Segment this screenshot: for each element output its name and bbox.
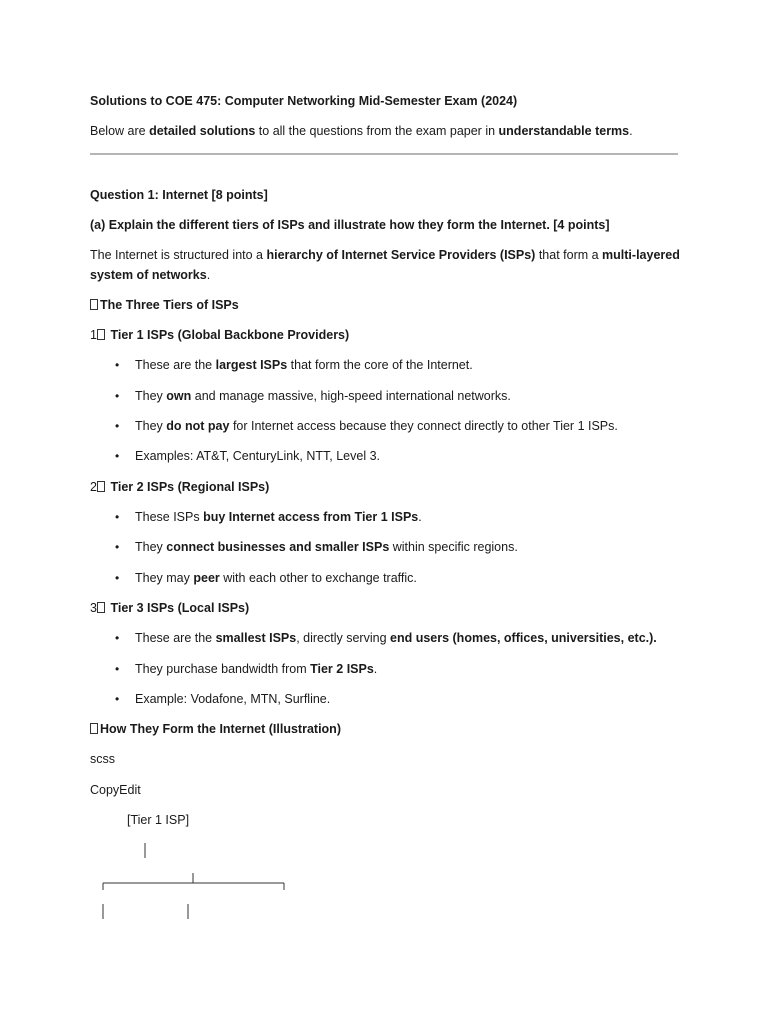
tier3-number: 3: [90, 601, 97, 615]
copy-edit-button[interactable]: CopyEdit: [90, 783, 141, 797]
item-text: These are the: [135, 358, 216, 372]
intro-hierarchy-line-2: [90, 268, 210, 282]
document-title: Solutions to COE 475: Computer Networking Mid-Semester Exam (2024): [90, 94, 518, 108]
list-item: [135, 662, 377, 676]
list-item: [135, 631, 657, 645]
missing-glyph-icon: [97, 481, 105, 492]
item-bold: peer: [193, 571, 220, 585]
bullet-icon: •: [115, 449, 120, 463]
tier1-heading-label: Tier 1 ISPs (Global Backbone Providers): [110, 328, 350, 342]
how-form-label: How They Form the Internet (Illustration): [100, 722, 341, 736]
item-bold: buy Internet access from Tier 1 ISPs: [203, 510, 419, 524]
item-text: .: [373, 662, 378, 676]
bullet-icon: •: [115, 540, 120, 554]
item-bold: connect businesses and smaller ISPs: [166, 540, 390, 554]
item-text: and manage massive, high-speed international networks.: [191, 389, 511, 403]
item-text: They purchase bandwidth from: [135, 662, 311, 676]
bullet-icon: •: [115, 510, 120, 524]
list-item: [135, 449, 380, 463]
para-bold-1: hierarchy of Internet Service Providers (ISPs): [266, 248, 536, 262]
para-bold-2: multi-layered: [602, 248, 680, 262]
item-text: They: [135, 419, 167, 433]
item-bold: smallest ISPs: [215, 631, 297, 645]
bullet-icon: •: [115, 358, 120, 372]
bullet-icon: •: [115, 662, 120, 676]
intro-text-1: Below are: [90, 124, 150, 138]
three-tiers-heading: [90, 298, 239, 312]
item-text: They: [135, 540, 167, 554]
three-tiers-label: The Three Tiers of ISPs: [100, 298, 239, 312]
intro-bold-2: understandable terms: [498, 124, 630, 138]
missing-glyph-icon: [90, 723, 98, 734]
list-item: [135, 571, 417, 585]
question-1-heading: Question 1: Internet [8 points]: [90, 188, 268, 202]
tier1-heading: [90, 328, 349, 342]
list-item: [135, 419, 618, 433]
intro-text-3: .: [629, 124, 633, 138]
item-bold: largest ISPs: [215, 358, 288, 372]
missing-glyph-icon: [97, 602, 105, 613]
item-text: , directly serving: [296, 631, 390, 645]
how-form-heading: [90, 722, 341, 736]
item-text: Examples: AT&T, CenturyLink, NTT, Level 3.: [135, 449, 381, 463]
intro-paragraph: [90, 124, 633, 138]
item-text: They may: [135, 571, 194, 585]
para-text-2: that form a: [535, 248, 603, 262]
list-item: [135, 692, 330, 706]
list-item: [135, 358, 473, 372]
para-bold-3: system of networks: [90, 268, 207, 282]
item-text: They: [135, 389, 167, 403]
bullet-icon: •: [115, 571, 120, 585]
intro-hierarchy-line-1: [90, 248, 680, 262]
item-text: These are the: [135, 631, 216, 645]
horizontal-rule: [90, 153, 678, 155]
item-bold: do not pay: [166, 419, 230, 433]
tier2-heading: [90, 480, 269, 494]
item-text: within specific regions.: [389, 540, 518, 554]
intro-text-2: to all the questions from the exam paper in: [255, 124, 499, 138]
para-text-3: .: [206, 268, 211, 282]
item-bold: end users (homes, offices, universities, etc.).: [390, 631, 657, 645]
missing-glyph-icon: [97, 329, 105, 340]
tier3-heading-label: Tier 3 ISPs (Local ISPs): [110, 601, 250, 615]
tier3-heading: [90, 601, 249, 615]
list-item: [135, 510, 422, 524]
bullet-icon: •: [115, 419, 120, 433]
item-text: These ISPs: [135, 510, 204, 524]
tier2-heading-label: Tier 2 ISPs (Regional ISPs): [110, 480, 270, 494]
bullet-icon: •: [115, 631, 120, 645]
item-text: for Internet access because they connect directly to other Tier 1 ISPs.: [229, 419, 618, 433]
code-language-label: scss: [90, 752, 115, 766]
tier1-node-label: [Tier 1 ISP]: [127, 813, 190, 827]
item-text: with each other to exchange traffic.: [219, 571, 417, 585]
list-item: [135, 389, 511, 403]
question-1a-heading: (a) Explain the different tiers of ISPs and illustrate how they form the Internet. [4 points]: [90, 218, 610, 232]
tier2-number: 2: [90, 480, 97, 494]
bullet-icon: •: [115, 692, 120, 706]
item-text: .: [418, 510, 422, 524]
tier1-number: 1: [90, 328, 97, 342]
tree-diagram: [95, 838, 295, 923]
item-text: that form the core of the Internet.: [287, 358, 473, 372]
list-item: [135, 540, 518, 554]
item-bold: own: [166, 389, 192, 403]
item-text: Example: Vodafone, MTN, Surfline.: [135, 692, 331, 706]
missing-glyph-icon: [90, 299, 98, 310]
intro-bold-1: detailed solutions: [149, 124, 256, 138]
item-bold: Tier 2 ISPs: [310, 662, 374, 676]
bullet-icon: •: [115, 389, 120, 403]
para-text-1: The Internet is structured into a: [90, 248, 267, 262]
